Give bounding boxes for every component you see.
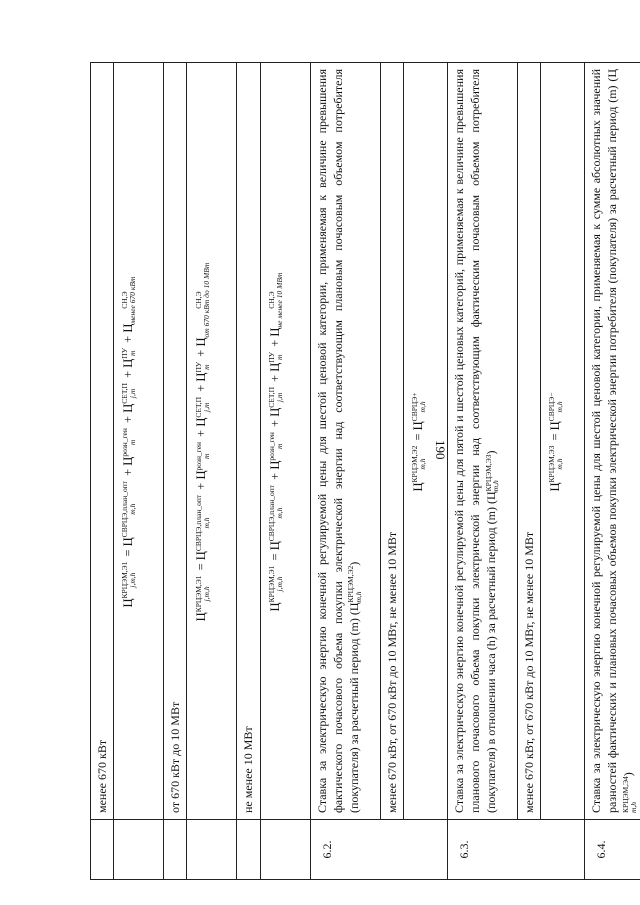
item-6-4-description: Ставка за электрическую энергию конечной регулируемой цены для шестой ценовой категории, применяемая к сумме абсолютных значений разностей фактических и плановых почасовых объемов покупки электрической энергии потребителя (покупателя) за расчетный период (m) (Ц КРЦЭМ,Э4 m,h ) <box>584 63 640 820</box>
row-number-cell <box>237 820 260 880</box>
tariff-table <box>90 62 640 880</box>
category-ge-10-label: не менее 10 МВт <box>237 63 260 820</box>
item-number-6-3: 6.3. <box>447 820 584 880</box>
item-number-6-4: 6.4. <box>584 820 640 880</box>
row-number-cell <box>187 820 237 880</box>
item-6-2-description: Ставка за электрическую энергию конечной регулируемой цены для шестой ценовой категории, применяемая к величине превышения фактического почасового объема покупки электрической энергии над соответствующим плановым почасовым объемом потребителя (покупателя) за расчетный период (m) (Ц КРЦЭМ,Э2 m,h ) <box>310 63 380 820</box>
formula-less-670: Ц КРЦЭМ,Э1 j,m,h = Ц СВРЦЭ,план_опт m,h + Ц розн_ген m + Ц СЕТ,П j,m + Ц ПУ m + Ц СН,Э менее 670 кВт <box>114 63 164 820</box>
row-number-cell <box>260 820 310 880</box>
page-number: 190 <box>433 440 448 460</box>
row-number-cell <box>164 820 187 880</box>
formula-6-3: Ц КРЦЭМ,Э3 m,h = Ц СВРЦЭ− m,h <box>540 63 584 820</box>
item-6-3-description: Ставка за электрическую энергию конечной регулируемой цены для пятой и шестой ценовых категорий, применяемая к величине превышения планового почасового объема покупки электрической энергии над соответствующим фактическим почасовым объемом потребителя (покупателя) в отношении часа (h) за расчетный период (m) (Ц КРЦЭМ,Э3 m,h ) <box>447 63 517 820</box>
item-number-6-2: 6.2. <box>310 820 447 880</box>
category-670-to-10-label: от 670 кВт до 10 МВт <box>164 63 187 820</box>
tariff-table-rotated <box>90 62 638 880</box>
category-less-670-label: менее 670 кВт <box>91 63 114 820</box>
row-number-cell <box>114 820 164 880</box>
price-symbol: Ц <box>121 598 136 608</box>
formula-ge-10: Ц КРЦЭМ,Э1 j,m,h = Ц СВРЦЭ,план_опт m,h + Ц розн_ген m + Ц СЕТ,П j,m + Ц ПУ m + Ц СН,Э не менее 10 МВт <box>260 63 310 820</box>
formula-670-to-10: Ц КРЦЭМ,Э1 j,m,h = Ц СВРЦЭ,план_опт m,h + Ц розн_ген m + Ц СЕТ,П j,m + Ц ПУ m + Ц СН,Э от 670 кВт до 10 МВт <box>187 63 237 820</box>
item-6-3-range-label: менее 670 кВт, от 670 кВт до 10 МВт, не менее 10 МВт <box>517 63 540 820</box>
row-number-cell <box>91 820 114 880</box>
formula-6-2: Ц КРЦЭМ,Э2 m,h = Ц СВРЦЭ+ m,h <box>403 63 447 820</box>
item-6-2-range-label: менее 670 кВт, от 670 кВт до 10 МВт, не менее 10 МВт <box>380 63 403 820</box>
